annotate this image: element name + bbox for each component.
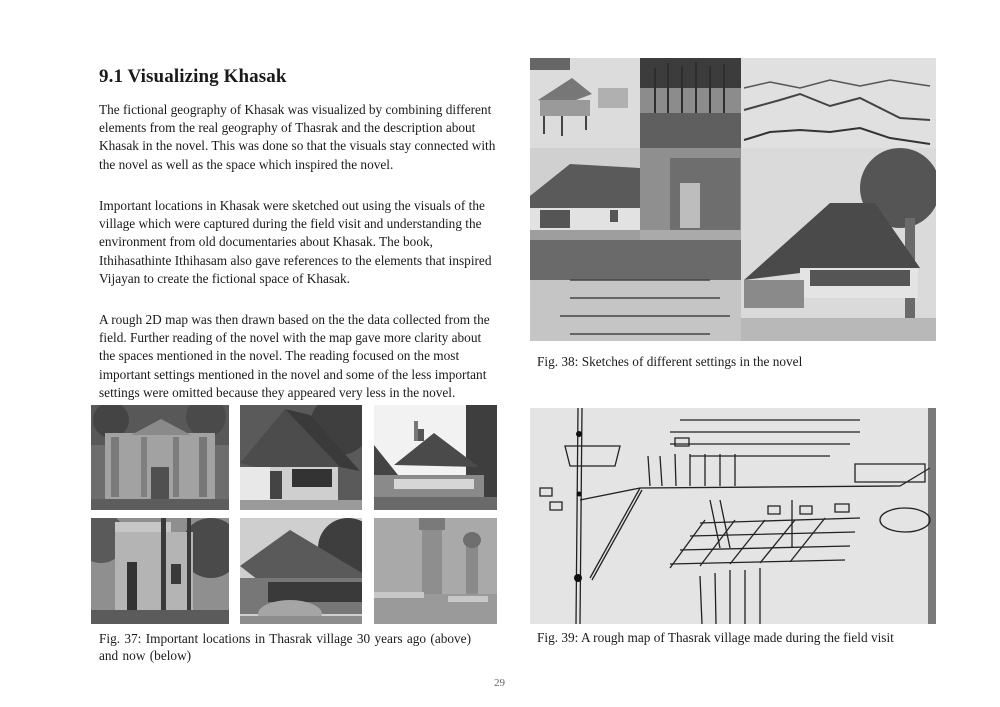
- photo-tiled-house-now: [240, 518, 362, 624]
- sketch-palm-grove: [640, 58, 741, 148]
- section-heading: 9.1 Visualizing Khasak: [99, 66, 287, 87]
- paragraph-2: Important locations in Khasak were sketched out using the visuals of the village which were captured during the field visit and understanding the environment from old documentaries about Khasak. The book, Ithihasathinte Ithihasam also gave references to the elements that inspired Vijayan to create the fictional space of Khasak.: [99, 198, 492, 286]
- photo-old-tiled-house: [240, 405, 362, 510]
- figure-37-caption: Fig. 37: Important locations in Thasrak village 30 years ago (above) and now (below): [99, 631, 472, 663]
- sketch-paddy-fields: [530, 240, 741, 341]
- paragraph-3: A rough 2D map was then drawn based on the the data collected from the field. Further reading of the novel with the map gave more clarity about the spaces mentioned in the novel. The reading focused on the most important settings mentioned in the novel and some of the less important settings were omitted because they appeared very less in the novel.: [99, 312, 490, 400]
- sketch-hills: [741, 58, 936, 148]
- sketch-stilt-hut: [530, 58, 640, 148]
- sketch-ruin-gate: [640, 148, 741, 240]
- paragraph-1: The fictional geography of Khasak was visualized by combining different elements from the real geography of Thasrak and the description about Khasak in the novel. This was done so that the visuals stay connected with the novel as well as the space which inspired the novel.: [99, 102, 496, 172]
- figure-39-caption: Fig. 39: A rough map of Thasrak village made during the field visit: [537, 630, 894, 645]
- photo-old-mosque-building: [374, 405, 497, 510]
- sketch-village-house: [530, 148, 640, 240]
- photo-old-ruined-shrine: [91, 405, 229, 510]
- figure-39-rough-map: [530, 408, 936, 624]
- photo-mosque-minarets-now: [374, 518, 497, 624]
- page-number: 29: [494, 677, 505, 689]
- sketch-large-tiled-house: [741, 148, 936, 341]
- figure-38-caption: Fig. 38: Sketches of different settings in the novel: [537, 354, 803, 369]
- photo-new-concrete-building: [91, 518, 229, 624]
- figure-38-sketch-collage: [530, 58, 936, 341]
